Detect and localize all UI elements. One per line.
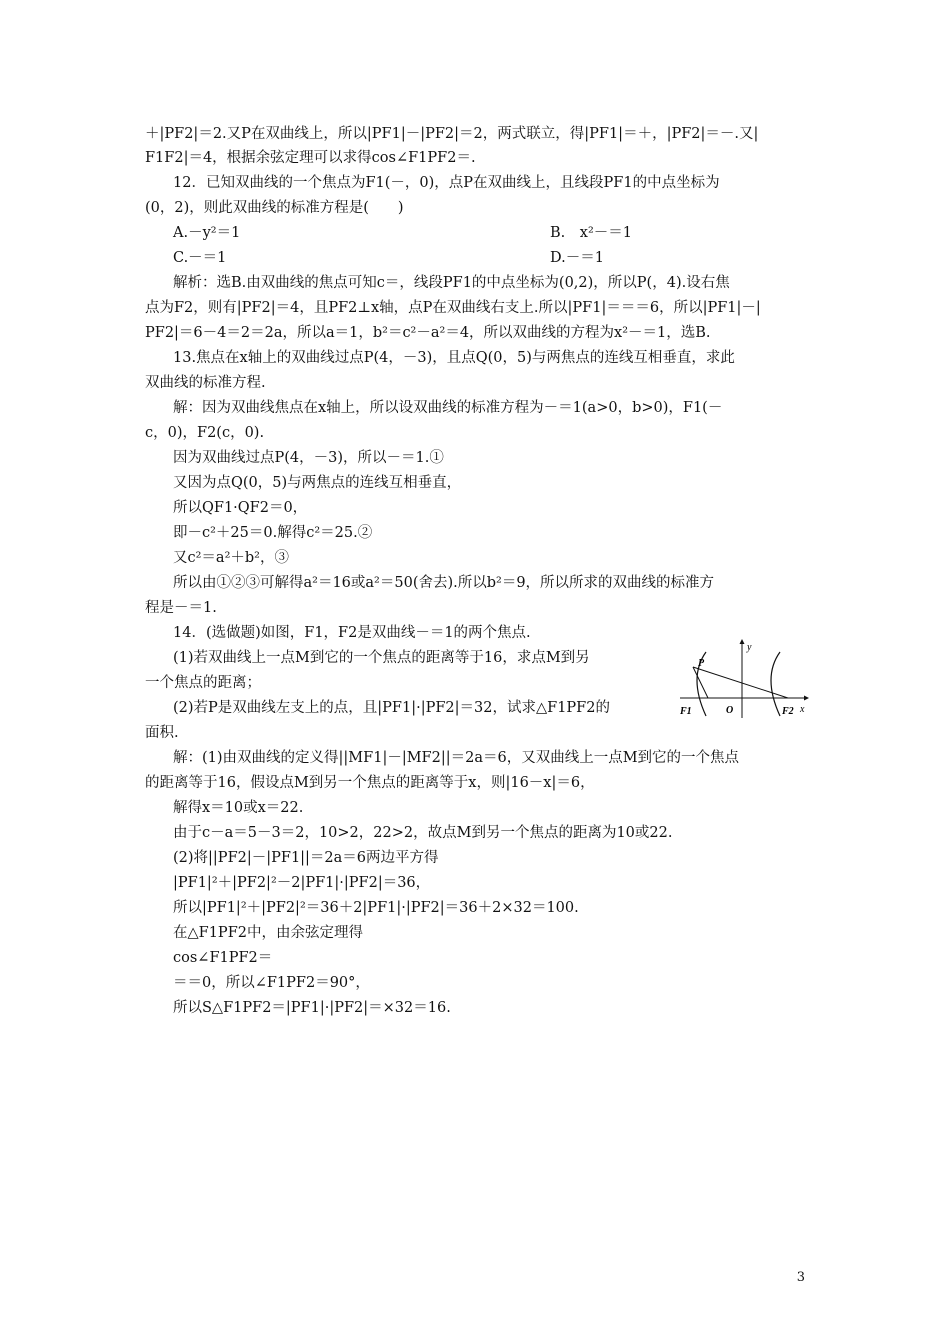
label-x: x [800,704,805,715]
text-line: ＝＝0，所以∠F1PF2＝90°， [173,975,370,991]
label-f1: F1 [680,706,692,717]
text-line: 又c²＝a²＋b²，③ [173,550,289,566]
x-axis-arrow [804,696,809,701]
solution-14: 解：(1)由双曲线的定义得||MF1|－|MF2||＝2a＝6，又双曲线上一点M到它的一个焦点 [173,750,740,766]
text-line: 所以S△F1PF2＝|PF1|·|PF2|＝×32＝16. [173,1000,451,1016]
label-f2: F2 [782,706,794,717]
option-d: D.－＝1 [550,250,604,266]
text-line: 因为双曲线过点P(4，－3)，所以－＝1.① [173,450,444,466]
right-branch [771,652,780,716]
text-line: (0，2)，则此双曲线的标准方程是( ) [145,200,404,216]
text-line: 又因为点Q(0，5)与两焦点的连线互相垂直， [173,475,462,491]
text-line: 所以|PF1|²＋|PF2|²＝36＋2|PF1|·|PF2|＝36＋2×32＝100. [173,900,579,916]
text-line: 一个焦点的距离； [145,675,261,691]
text-line: c，0)，F2(c，0). [145,425,265,441]
page-number: 3 [796,1270,805,1285]
problem-13: 13.焦点在x轴上的双曲线过点P(4，－3)，且点Q(0，5)与两焦点的连线互相垂直，求此 [173,350,735,366]
y-axis-arrow [740,639,745,644]
text-line: F1F2|＝4，根据余弦定理可以求得cos∠F1PF2＝. [145,150,476,166]
hyperbola-figure [676,638,810,720]
text-line: 程是－＝1. [145,600,217,616]
text-line: (2)将||PF2|－|PF1||＝2a＝6两边平方得 [173,850,439,866]
text-line: 由于c－a＝5－3＝2，10>2，22>2，故点M到另一个焦点的距离为10或22. [173,825,673,841]
solution-12: 解析：选B.由双曲线的焦点可知c＝，线段PF1的中点坐标为(0,2)，所以P(，4).设右焦 [173,275,730,291]
option-c: C.－＝1 [173,250,227,266]
text-line: |PF1|²＋|PF2|²－2|PF1|·|PF2|＝36， [173,875,431,891]
solution-13: 解：因为双曲线焦点在x轴上，所以设双曲线的标准方程为－＝1(a>0，b>0)，F1(－ [173,400,723,416]
label-y: y [747,642,752,653]
option-b: B. x²－＝1 [550,225,632,241]
text-line: 即－c²＋25＝0.解得c²＝25.② [173,525,373,541]
segment-pf2 [693,667,788,698]
problem-14: 14．(选做题)如图，F1，F2是双曲线－＝1的两个焦点. [173,625,531,641]
text-line: 面积. [145,725,179,741]
label-o: O [726,705,734,716]
text-line: 点为F2，则有|PF2|＝4，且PF2⊥x轴，点P在双曲线右支上.所以|PF1|＝＝＝6，所以|PF1|－| [145,300,761,316]
text-line: ＋|PF2|＝2.又P在双曲线上，所以|PF1|－|PF2|＝2，两式联立，得|PF1|＝＋，|PF2|＝－.又| [145,126,759,142]
text-line: 所以QF1·QF2＝0， [173,500,308,516]
text-line: 双曲线的标准方程. [145,375,266,391]
text-line: (2)若P是双曲线左支上的点，且|PF1|·|PF2|＝32，试求△F1PF2的 [173,700,610,716]
option-a: A.－y²＝1 [173,225,241,241]
text-line: 所以由①②③可解得a²＝16或a²＝50(舍去).所以b²＝9，所以所求的双曲线的标准方 [173,575,715,591]
text-line: 解得x＝10或x＝22. [173,800,304,816]
text-line: PF2|＝6－4＝2＝2a，所以a＝1，b²＝c²－a²＝4，所以双曲线的方程为x²－＝1，选B. [145,325,711,341]
problem-12: 12．已知双曲线的一个焦点为F1(－，0)，点P在双曲线上，且线段PF1的中点坐标为 [173,175,720,191]
text-line: cos∠F1PF2＝ [173,950,273,966]
label-p: P [698,658,705,669]
text-line: 的距离等于16，假设点M到另一个焦点的距离等于x，则|16－x|＝6， [145,775,595,791]
text-line: (1)若双曲线上一点M到它的一个焦点的距离等于16，求点M到另 [173,650,590,666]
text-line: 在△F1PF2中，由余弦定理得 [173,925,363,941]
